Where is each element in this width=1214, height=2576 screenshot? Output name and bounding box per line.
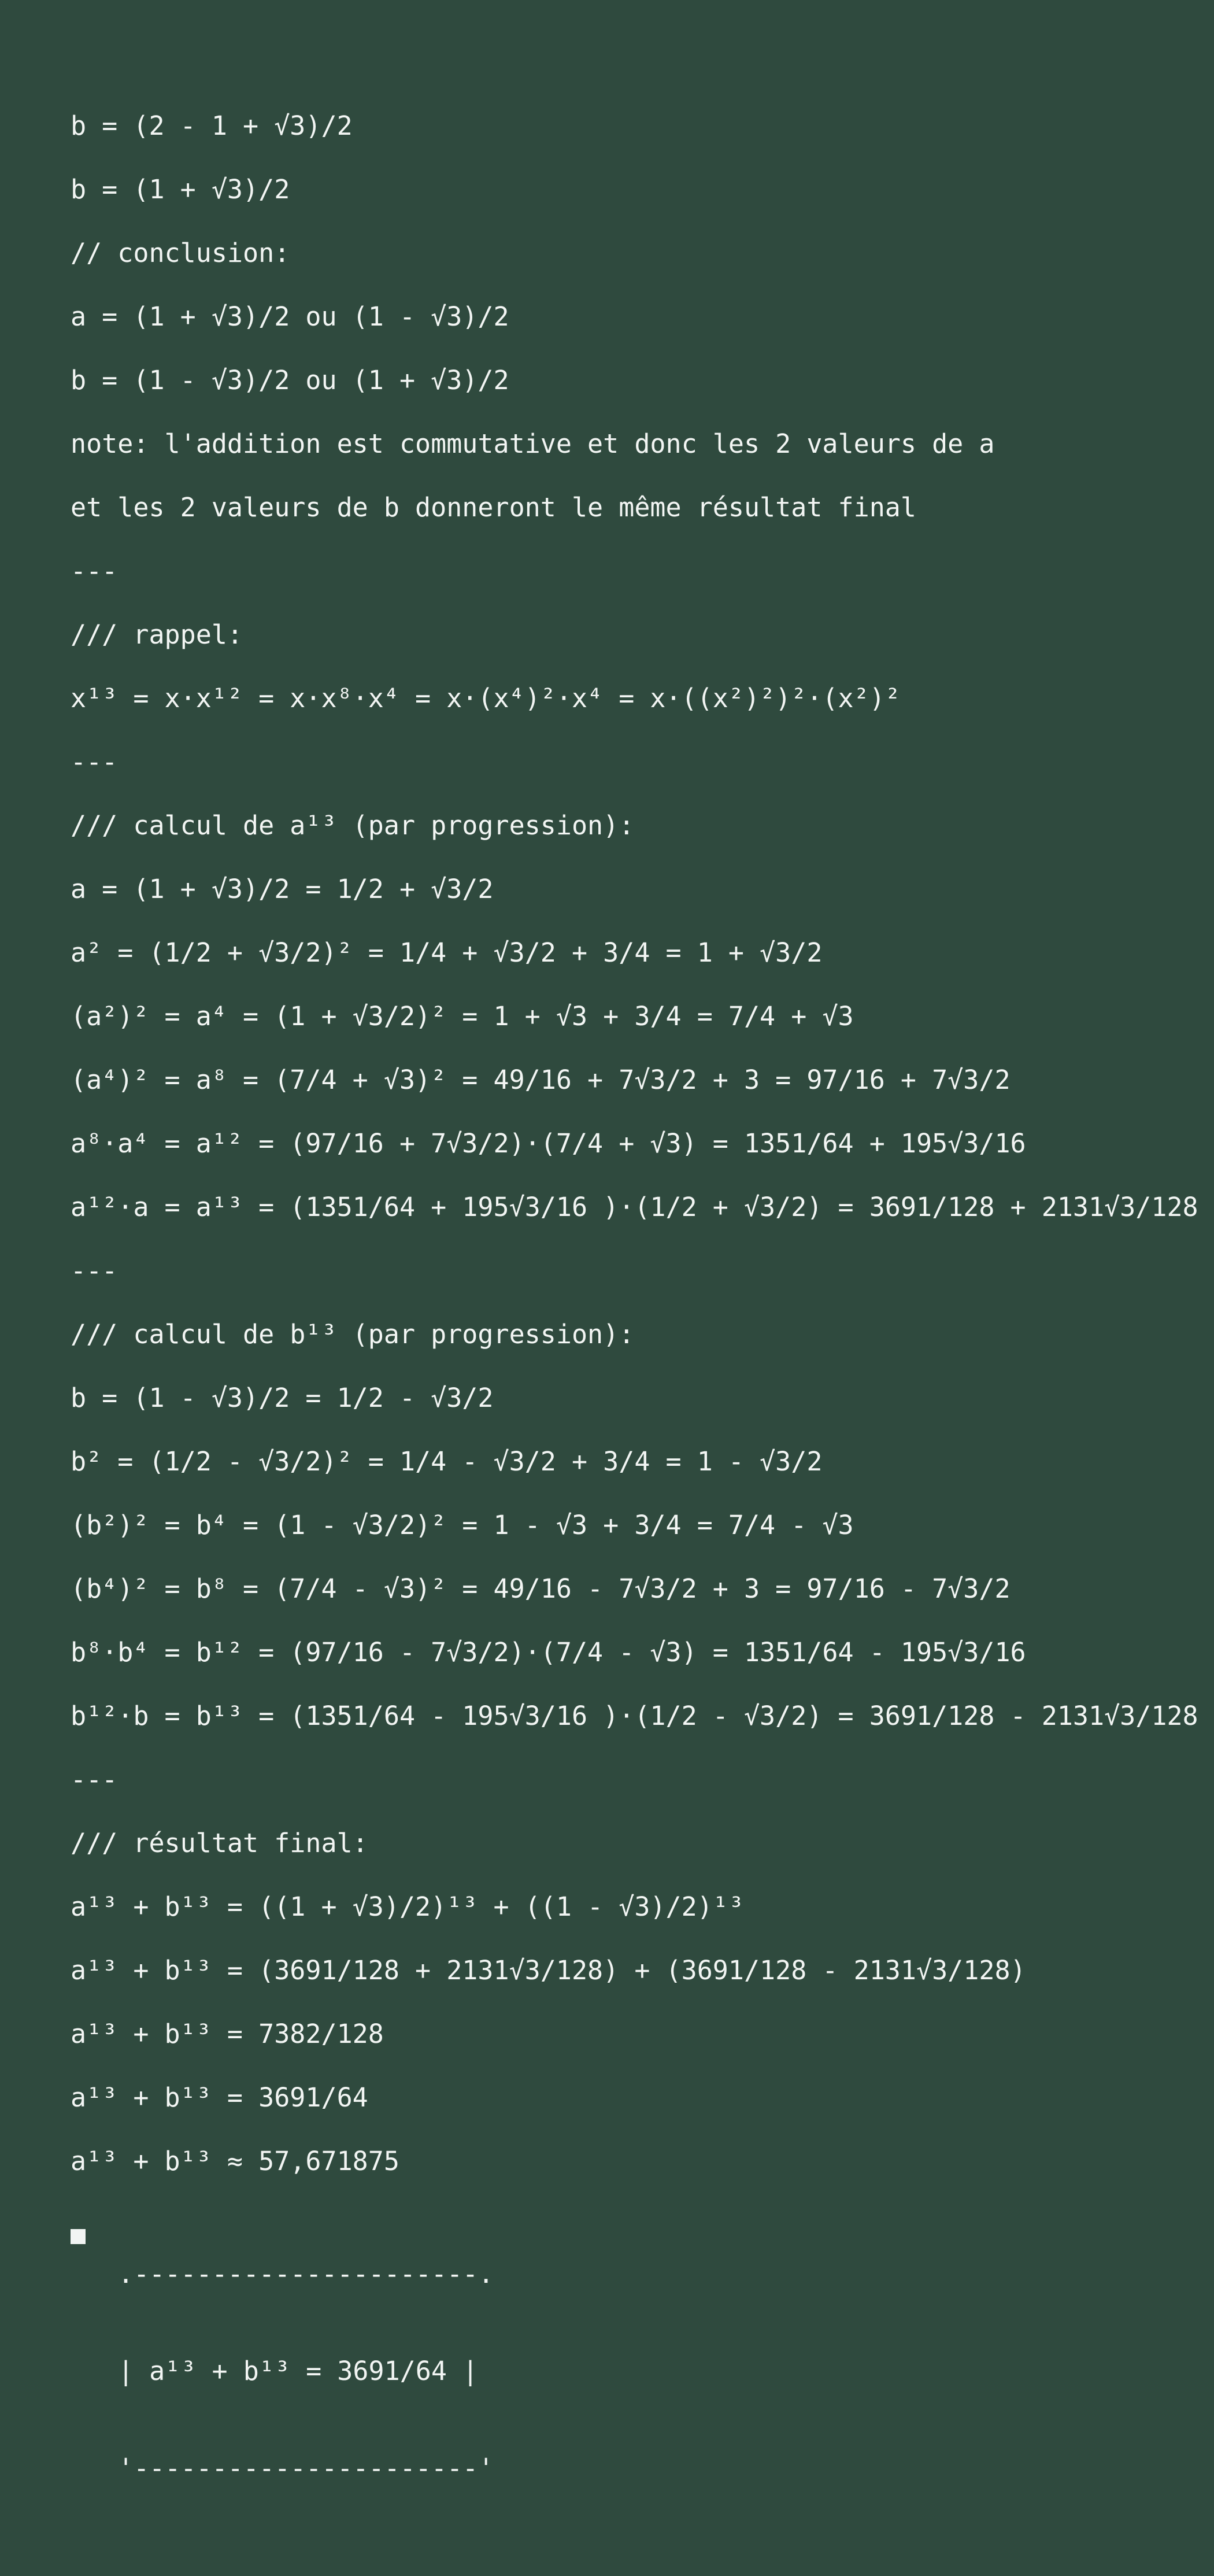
separator: --- xyxy=(71,1255,118,1286)
separator: --- xyxy=(71,1764,118,1795)
derivation-line: b¹²·b = b¹³ = (1351/64 - 195√3/16 )·(1/2 - √3/2) = 3691/128 - 2131√3/128 xyxy=(71,1701,1198,1731)
derivation-line: (a²)² = a⁴ = (1 + √3/2)² = 1 + √3 + 3/4 = 7/4 + √3 xyxy=(71,1001,854,1032)
math-derivation xyxy=(71,94,1214,2193)
derivation-line: (b⁴)² = b⁸ = (7/4 - √3)² = 49/16 - 7√3/2 + 3 = 97/16 - 7√3/2 xyxy=(71,1573,1011,1604)
derivation-line: a¹³ + b¹³ = ((1 + √3)/2)¹³ + ((1 - √3)/2)¹³ xyxy=(71,1891,744,1922)
result-box-bottom-edge: '----------------------' xyxy=(118,2453,494,2483)
result-box-item xyxy=(71,2193,1214,2483)
derivation-line: (a⁴)² = a⁸ = (7/4 + √3)² = 49/16 + 7√3/2 + 3 = 97/16 + 7√3/2 xyxy=(71,1065,1011,1095)
section-heading: /// résultat final: xyxy=(71,1828,368,1858)
note-line: note: l'addition est commutative et donc les 2 valeurs de a xyxy=(71,428,995,459)
derivation-line: a¹³ + b¹³ = 3691/64 xyxy=(71,2082,368,2113)
derivation-line: a¹³ + b¹³ = 7382/128 xyxy=(71,2019,384,2049)
result-box-content: | a¹³ + b¹³ = 3691/64 | xyxy=(118,2356,479,2386)
section-heading: /// rappel: xyxy=(71,619,243,650)
derivation-line: b = (1 - √3)/2 = 1/2 - √3/2 xyxy=(71,1383,494,1413)
derivation-line: (b²)² = b⁴ = (1 - √3/2)² = 1 - √3 + 3/4 = 7/4 - √3 xyxy=(71,1510,854,1540)
square-bullet-icon xyxy=(71,2229,86,2244)
result-box xyxy=(118,2193,494,2549)
result-box-top-edge: .----------------------. xyxy=(118,2259,494,2289)
derivation-line: b = (1 - √3)/2 ou (1 + √3)/2 xyxy=(71,365,509,396)
separator: --- xyxy=(71,556,118,586)
derivation-line: a¹³ + b¹³ = (3691/128 + 2131√3/128) + (3691/128 - 2131√3/128) xyxy=(71,1955,1026,1986)
comment-line: // conclusion: xyxy=(71,238,290,268)
derivation-line: a = (1 + √3)/2 ou (1 - √3)/2 xyxy=(71,301,509,332)
separator: --- xyxy=(71,746,118,777)
derivation-line: b² = (1/2 - √3/2)² = 1/4 - √3/2 + 3/4 = 1 - √3/2 xyxy=(71,1446,823,1477)
derivation-line: b = (2 - 1 + √3)/2 xyxy=(71,110,353,141)
derivation-line: a² = (1/2 + √3/2)² = 1/4 + √3/2 + 3/4 = 1 + √3/2 xyxy=(71,937,823,968)
derivation-line: a⁸·a⁴ = a¹² = (97/16 + 7√3/2)·(7/4 + √3) = 1351/64 + 195√3/16 xyxy=(71,1128,1026,1159)
derivation-line: a¹³ + b¹³ ≈ 57,671875 xyxy=(71,2146,399,2176)
derivation-line: x¹³ = x·x¹² = x·x⁸·x⁴ = x·(x⁴)²·x⁴ = x·((x²)²)²·(x²)² xyxy=(71,683,901,714)
section-heading: /// calcul de b¹³ (par progression): xyxy=(71,1319,635,1350)
derivation-line: b⁸·b⁴ = b¹² = (97/16 - 7√3/2)·(7/4 - √3) = 1351/64 - 195√3/16 xyxy=(71,1637,1026,1668)
section-heading: /// calcul de a¹³ (par progression): xyxy=(71,810,635,841)
note-line: et les 2 valeurs de b donneront le même résultat final xyxy=(71,492,916,523)
derivation-line: b = (1 + √3)/2 xyxy=(71,174,290,205)
derivation-line: a¹²·a = a¹³ = (1351/64 + 195√3/16 )·(1/2 + √3/2) = 3691/128 + 2131√3/128 xyxy=(71,1192,1198,1222)
derivation-line: a = (1 + √3)/2 = 1/2 + √3/2 xyxy=(71,874,494,904)
